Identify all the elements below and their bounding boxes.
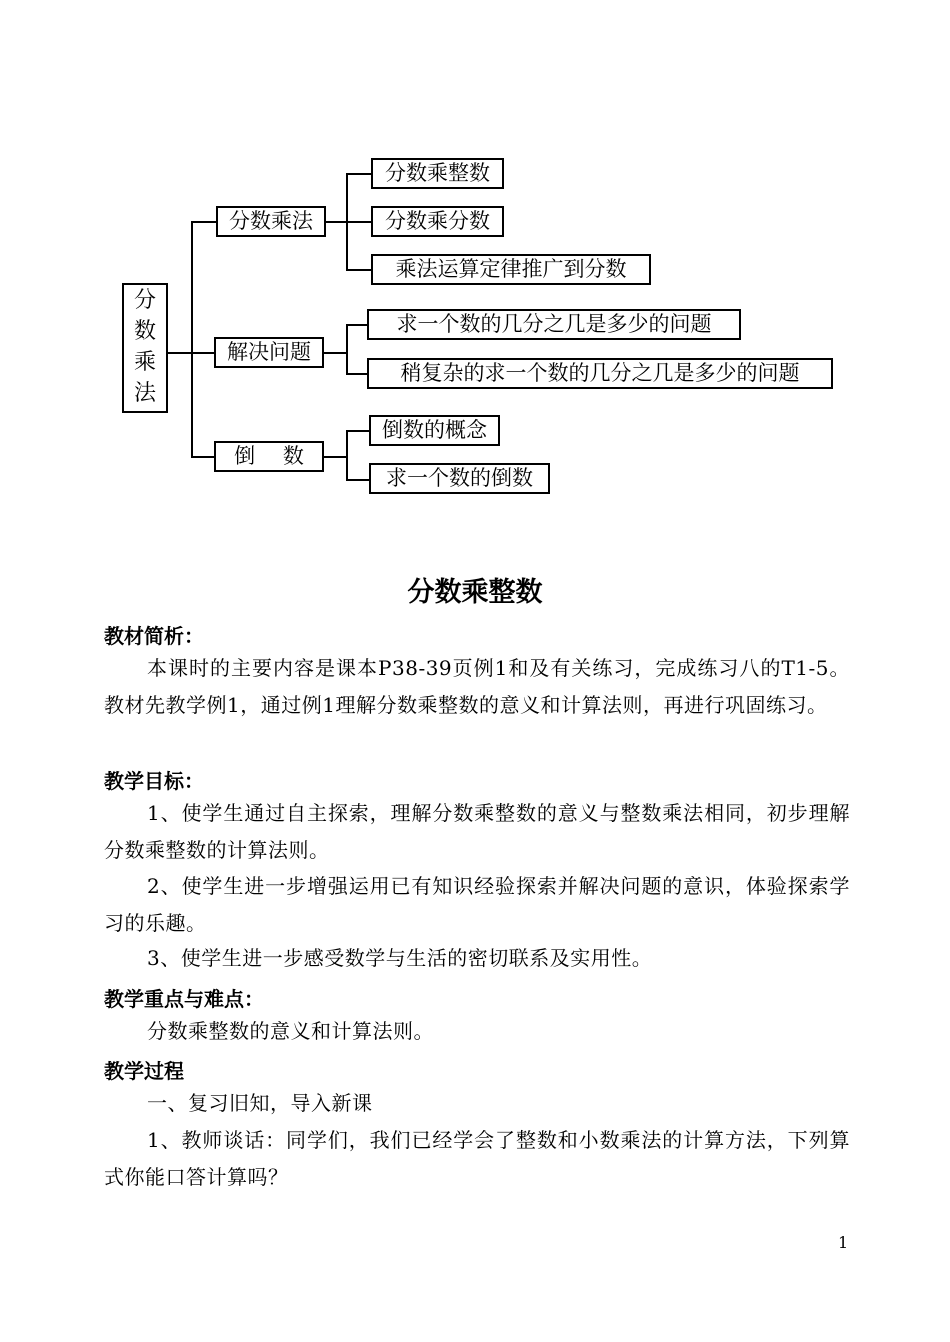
connector-line [191, 221, 217, 223]
leaf-box: 求一个数的倒数 [369, 463, 550, 494]
section-paragraph: 3、使学生进一步感受数学与生活的密切联系及实用性。 [147, 946, 653, 970]
connector-line [346, 325, 348, 374]
section-paragraph: 分数乘整数的意义和计算法则。 [147, 1019, 434, 1043]
root-char: 数 [133, 319, 156, 345]
leaf-box: 求一个数的几分之几是多少的问题 [367, 309, 741, 340]
root-char: 分 [133, 288, 156, 314]
leaf-box: 稍复杂的求一个数的几分之几是多少的问题 [367, 358, 833, 389]
diagram-root-box [122, 283, 168, 413]
connector-line [346, 269, 372, 271]
connector-line [346, 431, 348, 480]
connector-line [346, 479, 370, 481]
section-paragraph: 一、复习旧知，导入新课 [147, 1091, 373, 1115]
section-paragraph: 1、教师谈话：同学们，我们已经学会了整数和小数乘法的计算方法，下列算式你能口答计算吗？ [104, 1128, 850, 1189]
leaf-box: 分数乘整数 [371, 158, 504, 189]
root-char: 乘 [133, 350, 156, 375]
section-heading: 教学目标： [104, 769, 204, 793]
connector-line [346, 373, 368, 375]
section-paragraph: 2、使学生进一步增强运用已有知识经验探索并解决问题的意识，体验探索学习的乐趣。 [104, 874, 850, 935]
section-paragraph: 本课时的主要内容是课本P38-39页例1和及有关练习，完成练习八的T1-5。教材先教学例1，通过例1理解分数乘整数的意义和计算法则，再进行巩固练习。 [104, 656, 850, 717]
leaf-box: 分数乘分数 [371, 206, 504, 237]
section-heading: 教学重点与难点： [104, 987, 264, 1011]
page-number: 1 [838, 1233, 849, 1252]
connector-line [191, 456, 215, 458]
leaf-box: 倒数的概念 [369, 415, 500, 446]
connector-line [346, 173, 372, 175]
section-heading: 教材简析： [104, 624, 204, 648]
connector-line [324, 352, 347, 354]
connector-line [326, 221, 347, 223]
leaf-box: 乘法运算定律推广到分数 [371, 254, 651, 285]
connector-line [168, 352, 192, 354]
connector-line [191, 352, 215, 354]
lesson-title: 分数乘整数 [407, 577, 543, 608]
section-paragraph: 1、使学生通过自主探索，理解分数乘整数的意义与整数乘法相同，初步理解分数乘整数的计算法则。 [104, 801, 850, 862]
branch-box-reciprocal: 倒 数 [214, 441, 324, 472]
connector-line [346, 221, 372, 223]
section-heading: 教学过程 [104, 1059, 184, 1083]
connector-line [346, 324, 368, 326]
branch-box-problem-solving: 解决问题 [214, 337, 324, 368]
connector-line [324, 456, 347, 458]
connector-line [346, 430, 370, 432]
branch-box-multiplication: 分数乘法 [216, 206, 326, 237]
root-char: 法 [133, 380, 156, 406]
connector-line [191, 222, 193, 457]
